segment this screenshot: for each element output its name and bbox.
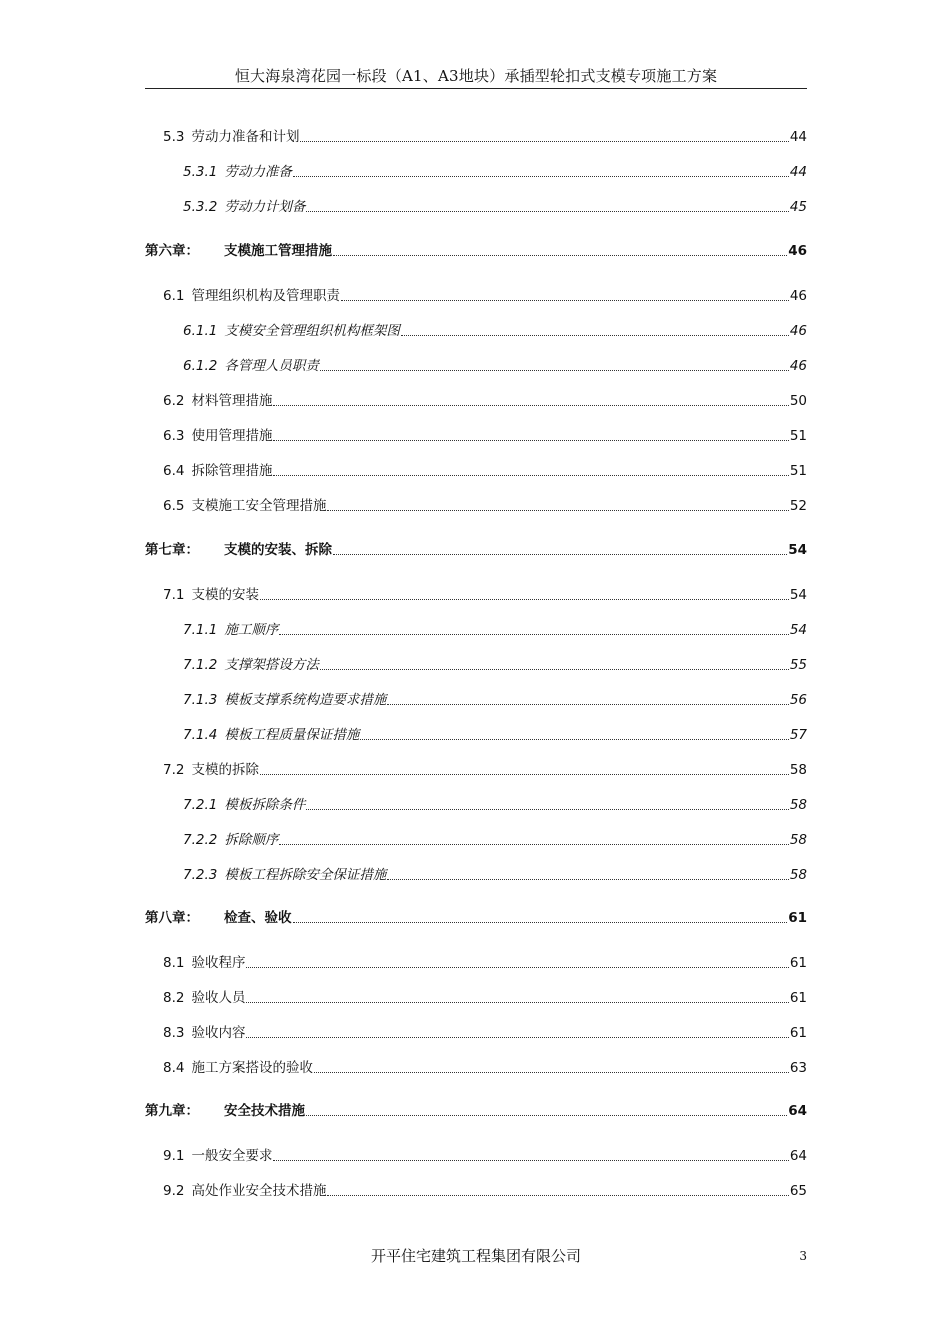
toc-dot-leader [246, 1002, 788, 1003]
toc-entry-number: 第七章： [145, 542, 199, 558]
toc-entry-number: 6.1 [163, 288, 185, 304]
toc-entry-title: 验收内容 [191, 1025, 246, 1041]
toc-dot-leader [260, 599, 789, 600]
toc-entry-title: 施工顺序 [224, 622, 279, 638]
toc-entry-number: 7.2 [163, 762, 185, 778]
toc-entry-title: 支模的安装、拆除 [224, 542, 332, 558]
toc-entry[interactable] [183, 162, 807, 182]
toc-entry-number: 6.4 [163, 463, 185, 479]
toc-entry[interactable] [163, 1146, 807, 1166]
toc-entry-title: 材料管理措施 [191, 393, 273, 409]
toc-entry-number: 7.1.2 [183, 657, 218, 673]
toc-entry[interactable] [183, 197, 807, 217]
toc-entry-number: 9.1 [163, 1148, 185, 1164]
toc-dot-leader [320, 669, 789, 670]
toc-entry-number: 7.1 [163, 587, 185, 603]
toc-entry-number: 第八章： [145, 910, 199, 926]
toc-entry[interactable] [163, 426, 807, 446]
toc-entry[interactable] [163, 953, 807, 973]
toc-entry-page: 61 [788, 910, 807, 926]
toc-entry-title: 支模施工安全管理措施 [191, 498, 327, 514]
toc-entry[interactable] [183, 865, 807, 885]
toc-entry[interactable] [183, 830, 807, 850]
toc-entry-page: 46 [789, 323, 807, 339]
toc-entry-page: 54 [788, 542, 807, 558]
toc-entry-page: 46 [789, 358, 807, 374]
toc-entry[interactable] [163, 391, 807, 411]
toc-entry-title: 模板工程拆除安全保证措施 [224, 867, 387, 883]
toc-dot-leader [246, 967, 788, 968]
company-name: 开平住宅建筑工程集团有限公司 [370, 1247, 581, 1265]
toc-entry[interactable] [163, 1058, 807, 1078]
toc-entry-page: 58 [789, 832, 807, 848]
toc-entry[interactable] [183, 356, 807, 376]
toc-dot-leader [293, 922, 788, 923]
toc-entry-number: 第九章： [145, 1103, 199, 1119]
toc-entry-number: 6.5 [163, 498, 185, 514]
toc-dot-leader [273, 1160, 788, 1161]
toc-entry-number: 6.1.2 [183, 358, 218, 374]
toc-entry-title: 支模的拆除 [191, 762, 259, 778]
toc-chapter-entry[interactable] [145, 241, 807, 261]
toc-entry[interactable] [183, 620, 807, 640]
toc-entry-number: 8.3 [163, 1025, 185, 1041]
toc-dot-leader [360, 739, 788, 740]
toc-entry-number: 7.2.3 [183, 867, 218, 883]
toc-entry-page: 58 [789, 762, 807, 778]
toc-entry-number: 6.1.1 [183, 323, 218, 339]
toc-entry-title: 支模施工管理措施 [224, 243, 332, 259]
toc-entry-page: 54 [789, 622, 807, 638]
toc-dot-leader [327, 1195, 788, 1196]
toc-entry[interactable] [163, 127, 807, 147]
toc-dot-leader [387, 879, 788, 880]
toc-entry-title: 高处作业安全技术措施 [191, 1183, 327, 1199]
toc-dot-leader [279, 634, 788, 635]
toc-entry-title: 支撑架搭设方法 [224, 657, 319, 673]
toc-chapter-entry[interactable] [145, 908, 807, 928]
toc-entry-title: 拆除顺序 [224, 832, 279, 848]
toc-entry[interactable] [183, 795, 807, 815]
toc-dot-leader [293, 176, 789, 177]
toc-dot-leader [273, 440, 788, 441]
toc-entry[interactable] [183, 655, 807, 675]
toc-entry-page: 61 [789, 1025, 807, 1041]
toc-entry-page: 45 [789, 199, 807, 215]
toc-entry-title: 支模的安装 [191, 587, 259, 603]
toc-entry-page: 44 [789, 164, 807, 180]
toc-entry-number: 9.2 [163, 1183, 185, 1199]
toc-entry-title: 支模安全管理组织机构框架图 [224, 323, 400, 339]
toc-entry-title: 模板拆除条件 [224, 797, 306, 813]
toc-entry-number: 8.1 [163, 955, 185, 971]
toc-entry-number: 7.1.3 [183, 692, 218, 708]
toc-entry-number: 6.2 [163, 393, 185, 409]
toc-dot-leader [320, 370, 789, 371]
document-title: 恒大海泉湾花园一标段（A1、A3地块）承插型轮扣式支模专项施工方案 [234, 67, 718, 85]
toc-entry-number: 8.4 [163, 1060, 185, 1076]
toc-entry-title: 劳动力计划备 [224, 199, 306, 215]
toc-dot-leader [273, 475, 788, 476]
toc-entry-number: 7.1.1 [183, 622, 218, 638]
toc-entry-page: 56 [789, 692, 807, 708]
toc-dot-leader [387, 704, 788, 705]
toc-entry-page: 58 [789, 797, 807, 813]
toc-dot-leader [306, 809, 788, 810]
toc-entry[interactable] [183, 321, 807, 341]
toc-entry[interactable] [183, 725, 807, 745]
toc-entry[interactable] [163, 286, 807, 306]
toc-dot-leader [306, 1115, 787, 1116]
toc-entry-page: 65 [789, 1183, 807, 1199]
toc-entry[interactable] [163, 1181, 807, 1201]
toc-entry-title: 验收人员 [191, 990, 246, 1006]
toc-entry-number: 5.3.1 [183, 164, 218, 180]
toc-entry[interactable] [163, 988, 807, 1008]
toc-entry-title: 劳动力准备 [224, 164, 292, 180]
toc-entry[interactable] [163, 760, 807, 780]
toc-entry-page: 54 [789, 587, 807, 603]
toc-entry-page: 64 [788, 1103, 807, 1119]
toc-entry-title: 验收程序 [191, 955, 246, 971]
toc-dot-leader [300, 141, 788, 142]
page-footer [145, 1244, 807, 1268]
toc-entry-page: 63 [789, 1060, 807, 1076]
toc-entry-page: 61 [789, 955, 807, 971]
toc-entry-title: 管理组织机构及管理职责 [191, 288, 340, 304]
toc-dot-leader [273, 405, 788, 406]
toc-entry[interactable] [163, 496, 807, 516]
toc-dot-leader [279, 844, 788, 845]
toc-dot-leader [327, 510, 788, 511]
toc-entry-title: 拆除管理措施 [191, 463, 273, 479]
toc-entry-title: 检查、验收 [224, 910, 292, 926]
toc-dot-leader [401, 335, 789, 336]
toc-entry-number: 6.3 [163, 428, 185, 444]
toc-chapter-entry[interactable] [145, 540, 807, 560]
toc-entry[interactable] [183, 690, 807, 710]
toc-entry-title: 各管理人员职责 [224, 358, 319, 374]
toc-entry-page: 50 [789, 393, 807, 409]
toc-entry-page: 55 [789, 657, 807, 673]
toc-dot-leader [306, 211, 788, 212]
toc-entry-number: 7.1.4 [183, 727, 218, 743]
toc-entry-page: 64 [789, 1148, 807, 1164]
toc-entry-title: 模板支撑系统构造要求措施 [224, 692, 387, 708]
toc-entry[interactable] [163, 461, 807, 481]
toc-dot-leader [314, 1072, 789, 1073]
toc-dot-leader [246, 1037, 788, 1038]
toc-entry-page: 44 [789, 129, 807, 145]
toc-entry-page: 51 [789, 428, 807, 444]
toc-entry-page: 61 [789, 990, 807, 1006]
toc-entry-title: 一般安全要求 [191, 1148, 273, 1164]
toc-entry-title: 使用管理措施 [191, 428, 273, 444]
toc-entry-page: 57 [789, 727, 807, 743]
toc-entry-number: 第六章： [145, 243, 199, 259]
toc-entry-title: 施工方案搭设的验收 [191, 1060, 313, 1076]
toc-entry-page: 46 [789, 288, 807, 304]
toc-entry-page: 51 [789, 463, 807, 479]
toc-entry-title: 模板工程质量保证措施 [224, 727, 360, 743]
toc-entry-title: 安全技术措施 [224, 1103, 305, 1119]
toc-dot-leader [333, 554, 787, 555]
toc-dot-leader [333, 255, 787, 256]
toc-entry-page: 58 [789, 867, 807, 883]
page-number: 3 [799, 1249, 807, 1263]
toc-entry-number: 5.3.2 [183, 199, 218, 215]
toc-entry-number: 7.2.2 [183, 832, 218, 848]
toc-dot-leader [341, 300, 789, 301]
toc-chapter-entry[interactable] [145, 1101, 807, 1121]
toc-entry[interactable] [163, 1023, 807, 1043]
toc-entry-title: 劳动力准备和计划 [191, 129, 300, 145]
toc-entry-page: 46 [788, 243, 807, 259]
toc-entry-page: 52 [789, 498, 807, 514]
toc-dot-leader [260, 774, 789, 775]
toc-entry[interactable] [163, 585, 807, 605]
toc-entry-number: 5.3 [163, 129, 185, 145]
toc-entry-number: 7.2.1 [183, 797, 218, 813]
toc-entry-number: 8.2 [163, 990, 185, 1006]
